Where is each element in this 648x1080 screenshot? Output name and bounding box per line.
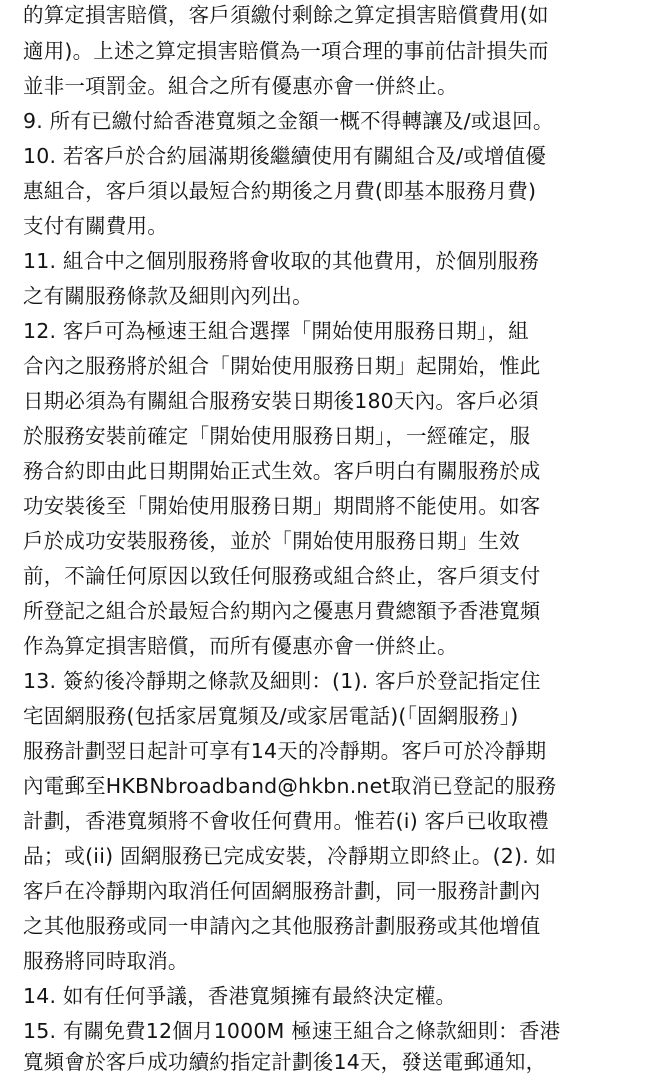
text-line: 15. 有關免費12個月1000M 極速王組合之條款細則：香港 (23, 1019, 561, 1043)
text-line: 前，不論任何原因以致任何服務或組合終止，客戶須支付 (23, 564, 541, 588)
text-line: 功安裝後至「開始使用服務日期」期間將不能使用。如客 (23, 494, 541, 518)
text-line: 宅固網服務(包括家居寬頻及/或家居電話)(「固網服務」) (23, 704, 519, 728)
text-line: 13. 簽約後冷靜期之條款及細則：(1). 客戶於登記指定住 (23, 669, 541, 693)
text-line: 適用)。上述之算定損害賠償為一項合理的事前估計損失而 (23, 39, 549, 63)
text-line: 之有關服務條款及細則內列出。 (23, 284, 313, 308)
text-line: 並非一項罰金。組合之所有優惠亦會一併終止。 (23, 74, 458, 98)
text-line: 惠組合，客戶須以最短合約期後之月費(即基本服務月費) (23, 179, 537, 203)
text-line: 品；或(ii) 固網服務已完成安裝，冷靜期立即終止。(2). 如 (23, 844, 557, 868)
text-line: 寬頻會於客戶成功續約指定計劃後14天，發送電郵通知， (23, 1050, 547, 1074)
text-line: 日期必須為有關組合服務安裝日期後180天內。客戶必須 (23, 389, 539, 413)
text-line: 14. 如有任何爭議，香港寬頻擁有最終決定權。 (23, 984, 457, 1008)
text-line: 支付有關費用。 (23, 214, 168, 238)
text-line: 的算定損害賠償，客戶須繳付剩餘之算定損害賠償費用(如 (23, 3, 549, 27)
text-line: 所登記之組合於最短合約期內之優惠月費總額予香港寬頻 (23, 599, 541, 623)
text-line: 11. 組合中之個別服務將會收取的其他費用，於個別服務 (23, 249, 540, 273)
text-line: 務合約即由此日期開始正式生效。客戶明白有關服務於成 (23, 459, 541, 483)
text-line: 9. 所有已繳付給香港寬頻之金額一概不得轉讓及/或退回。 (23, 109, 554, 133)
text-line: 之其他服務或同一申請內之其他服務計劃服務或其他增值 (23, 914, 541, 938)
text-line: 計劃，香港寬頻將不會收任何費用。惟若(i) 客戶已收取禮 (23, 809, 549, 833)
text-line: 戶於成功安裝服務後，並於「開始使用服務日期」生效 (23, 529, 520, 553)
text-line: 服務計劃翌日起計可享有14天的冷靜期。客戶可於冷靜期 (23, 739, 547, 763)
text-line: 12. 客戶可為極速王組合選擇「開始使用服務日期」，組 (23, 319, 529, 343)
text-line: 客戶在冷靜期內取消任何固網服務計劃，同一服務計劃內 (23, 879, 541, 903)
text-line: 於服務安裝前確定「開始使用服務日期」，一經確定，服 (23, 424, 531, 448)
text-line: 合內之服務將於組合「開始使用服務日期」起開始，惟此 (23, 354, 541, 378)
text-line: 服務將同時取消。 (23, 949, 189, 973)
text-line: 10. 若客戶於合約屆滿期後繼續使用有關組合及/或增值優 (23, 144, 547, 168)
text-line: 內電郵至HKBNbroadband@hkbn.net取消已登記的服務 (23, 774, 557, 798)
text-line: 作為算定損害賠償，而所有優惠亦會一併終止。 (23, 634, 458, 658)
